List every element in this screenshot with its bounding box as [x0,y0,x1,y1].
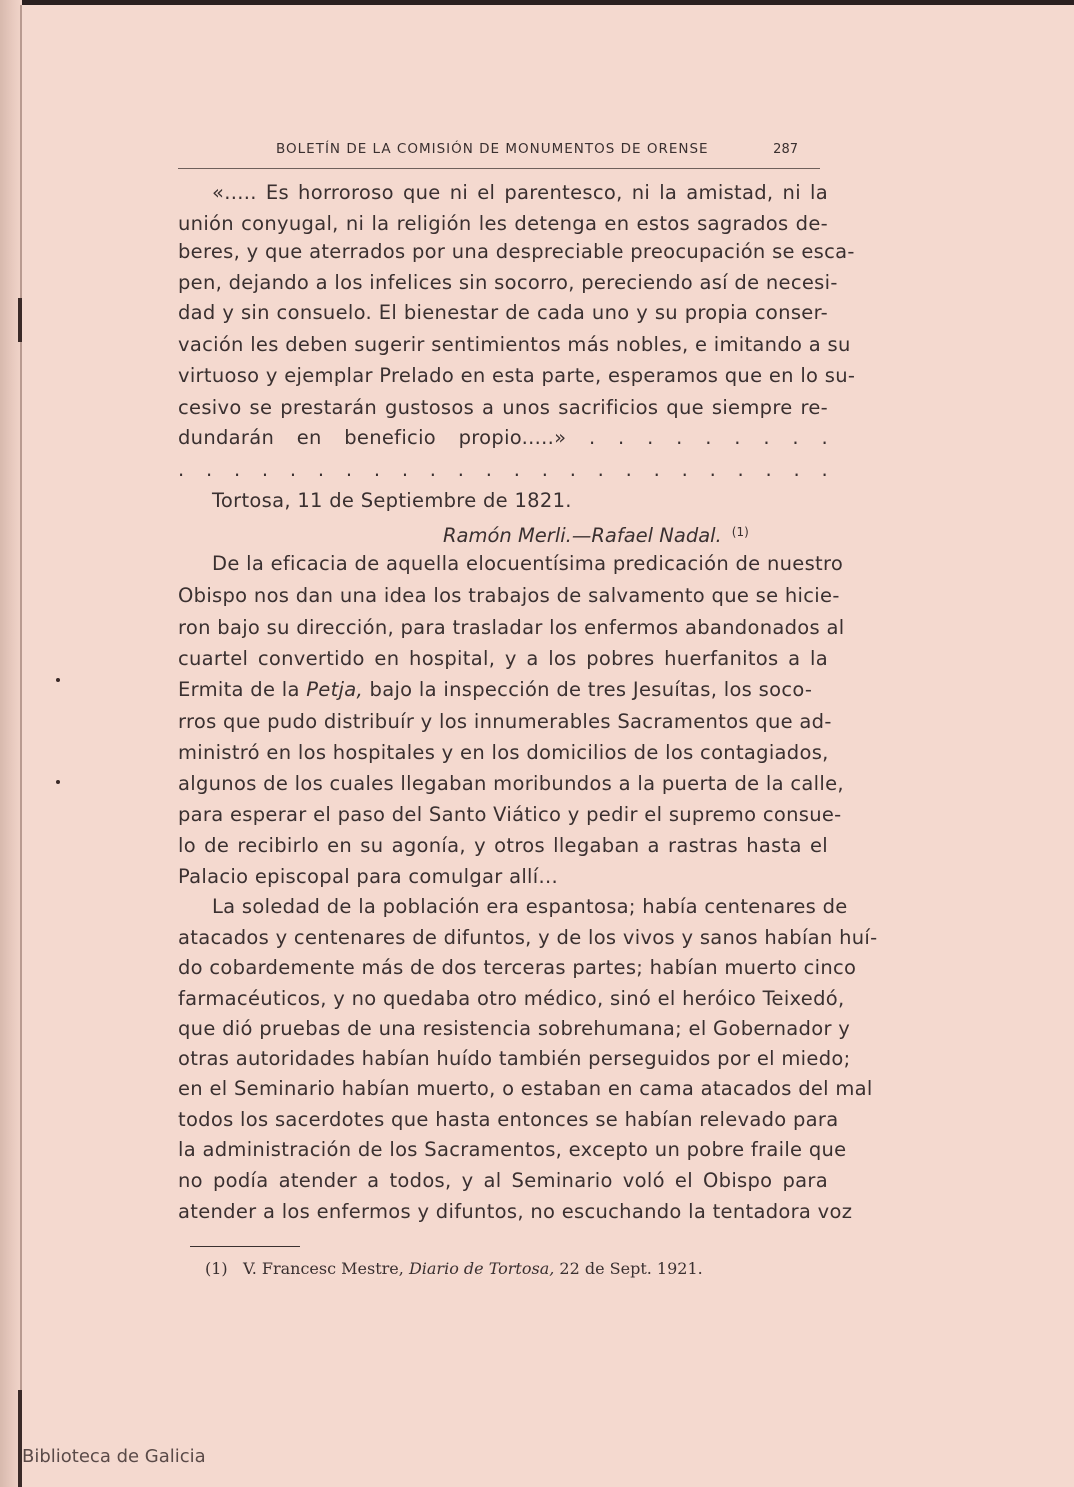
top-border [0,0,1074,5]
header-rule [178,168,820,169]
footnote-marker: (1) [731,525,749,539]
text-line: cesivo se prestarán gustosos a unos sacrificios que siempre re- [178,396,828,419]
binding-mark [18,1390,22,1487]
text-line: farmacéuticos, y no quedaba otro médico, sinó el heróico Teixedó, [178,987,845,1010]
text-line: Ermita de la Petja, bajo la inspección de tres Jesuítas, los soco- [178,678,813,701]
text-line: para esperar el paso del Santo Viático y pedir el supremo consue- [178,803,842,826]
binding-line [20,5,22,1487]
text-line: que dió pruebas de una resistencia sobrehumana; el Gobernador y [178,1017,851,1040]
footnote-date: 22 de Sept. 1921. [559,1259,703,1278]
text-line: Obispo nos dan una idea los trabajos de salvamento que se hicie- [178,584,840,607]
signature-line [443,520,749,548]
text-line: do cobardemente más de dos terceras partes; habían muerto cinco [178,956,857,979]
text-line: La soledad de la población era espantosa; había centenares de [212,895,848,918]
text-line: atender a los enfermos y difuntos, no escuchando la tentadora voz [178,1200,853,1223]
text-line: ministró en los hospitales y en los domicilios de los contagiados, [178,741,829,764]
text-line: virtuoso y ejemplar Prelado en esta parte, esperamos que en lo su- [178,364,856,387]
date-line: Tortosa, 11 de Septiembre de 1821. [212,489,572,512]
page-number: 287 [773,142,798,157]
binding-mark [18,298,22,342]
footnote-author: V. Francesc Mestre, [242,1259,404,1278]
text-line: en el Seminario habían muerto, o estaban en cama atacados del mal [178,1077,873,1100]
footnote-rule [190,1246,300,1247]
text-line: la administración de los Sacramentos, excepto un pobre fraile que [178,1138,847,1161]
running-header [178,139,820,161]
speck [56,780,60,784]
text-line: atacados y centenares de difuntos, y de los vivos y sanos habían huí- [178,926,878,949]
text-line: cuartel convertido en hospital, y a los pobres huerfanitos a la [178,647,828,670]
text-line: dundarán en beneficio propio.....» . . . . . . . . . [178,426,828,449]
text-line: no podía atender a todos, y al Seminario voló el Obispo para [178,1169,828,1192]
text-line: Palacio episcopal para comulgar allí... [178,865,558,888]
text-line: beres, y que aterrados por una despreciable preocupación se esca- [178,240,855,263]
text-line: pen, dejando a los infelices sin socorro, pereciendo así de necesi- [178,271,838,294]
text-line: ron bajo su dirección, para trasladar los enfermos abandonados al [178,616,845,639]
text-line: «..... Es horroroso que ni el parentesco, ni la amistad, ni la [212,181,828,204]
text-line: algunos de los cuales llegaban moribundos a la puerta de la calle, [178,772,844,795]
footnote-work: Diario de Tortosa, [408,1259,555,1278]
text-line: vación les deben sugerir sentimientos más nobles, e imitando a su [178,333,851,356]
library-watermark: Biblioteca de Galicia [22,1446,206,1467]
journal-title: BOLETÍN DE LA COMISIÓN DE MONUMENTOS DE ORENSE [276,141,709,157]
text-line: todos los sacerdotes que hasta entonces se habían relevado para [178,1108,839,1131]
page-binding-edge [0,0,22,1487]
text-line: De la eficacia de aquella elocuentísima predicación de nuestro [212,552,844,575]
text-line: unión conyugal, ni la religión les detenga en estos sagrados de- [178,212,828,235]
footnote [205,1259,703,1278]
footnote-number: (1) [205,1259,228,1278]
italic-place: Petja, [306,678,364,701]
text-line: dad y sin consuelo. El bienestar de cada uno y su propia conser- [178,301,828,324]
ellipsis-line: . . . . . . . . . . . . . . . . . . . . . . . . [178,458,828,481]
text-line: otras autoridades habían huído también perseguidos por el miedo; [178,1047,851,1070]
text-line: lo de recibirlo en su agonía, y otros llegaban a rastras hasta el [178,834,828,857]
speck [56,678,60,682]
signatories: Ramón Merli.—Rafael Nadal. [443,524,722,547]
text-line: rros que pudo distribuír y los innumerables Sacramentos que ad- [178,710,832,733]
